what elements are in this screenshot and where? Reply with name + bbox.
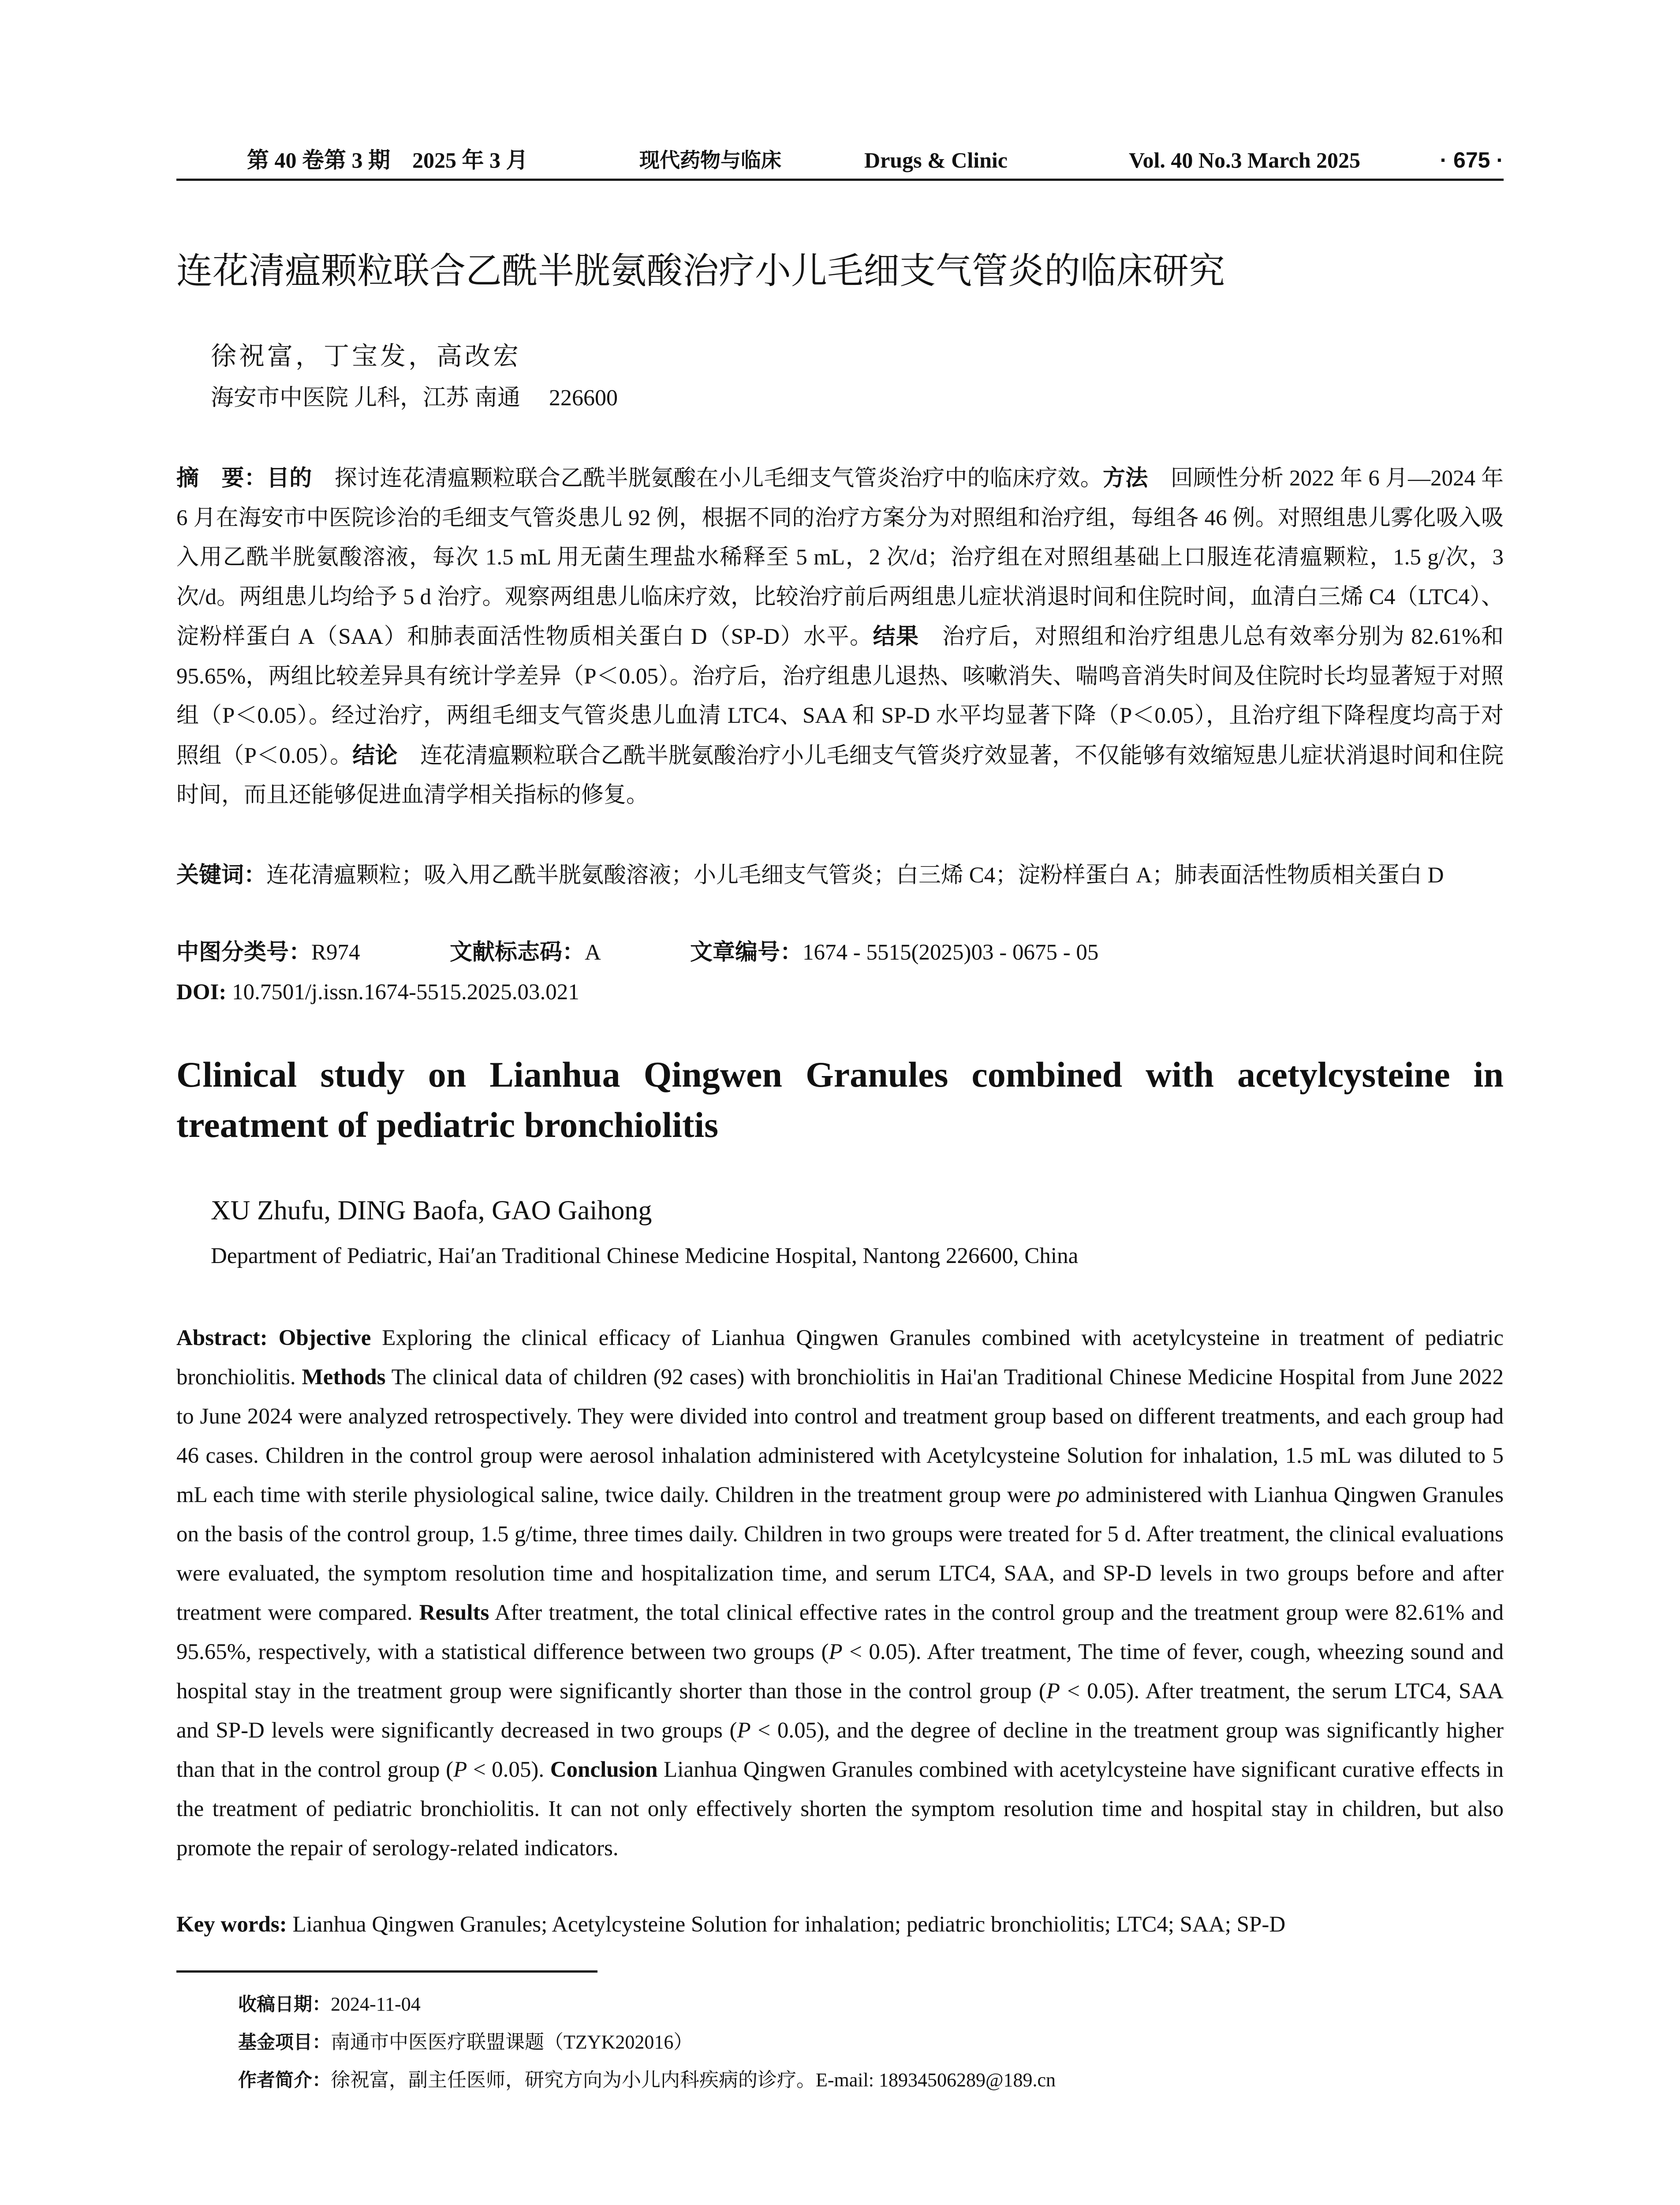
author-bio-text: 徐祝富，副主任医师，研究方向为小儿内科疾病的诊疗。E-mail: 18934506289@189.cn [331,2069,1056,2091]
results-label-cn: 结果 [873,624,919,650]
methods-po-italic: po [1057,1483,1079,1507]
methods-text-en-2: administered with Lianhua Qingwen Granules on the basis of the control group, 1.5 g/time, three times daily. Children in two groups were treated for 5 d. After treatment, the clinical evaluations were evaluated, the symptom resolution time and hospitalization time, and serum LTC4, SAA, and SP-D levels in two groups before and after treatment were compared. [176,1483,1504,1625]
header-rule [176,179,1504,181]
footnote-fund [238,2027,693,2058]
chinese-authors: 徐祝富，丁宝发，高改宏 [211,342,522,370]
chinese-affiliation: 海安市中医院 儿科，江苏 南通 226600 [211,385,618,411]
doc-code-item [450,935,601,970]
page-number: · 675 · [1440,148,1504,172]
doi-label: DOI: [176,980,232,1005]
abstract-label-cn: 摘 要： [176,465,267,491]
results-text-cn: 治疗后，对照组和治疗组患儿总有效率分别为 82.61%和 95.65%，两组比较差异具有统计学差异（P＜0.05）。治疗后，治疗组患儿退热、咳嗽消失、喘鸣音消失时间及住院时长均显著短于对照组（P＜0.05）。经过治疗，两组毛细支气管炎患儿血清 LTC4、SAA 和 SP-D 水平均显著下降（P＜0.05），且治疗组下降程度均高于对照组（P＜0.05）。 [176,624,1504,768]
footnote-author [238,2065,1056,2096]
objective-text-en: Exploring the clinical efficacy of Lianhua Qingwen Granules combined with acetylcysteine in treatment of pediatric bronchiolitis. [176,1326,1504,1390]
conclusion-text-en: Lianhua Qingwen Granules combined with acetylcysteine have significant curative effects in the treatment of pediatric bronchiolitis. It can not only effectively shorten the symptom resolution time and hospital stay in children, but also promote the repair of serology-related indicators. [176,1757,1504,1861]
footnote-rule [176,1970,597,1973]
results-label-en: Results [419,1600,489,1625]
results-text-en: After treatment, the total clinical effective rates in the control group and the treatment group were 82.61% and 95.65%, respectively, with a statistical difference between two groups (P < 0.05). After treatment, The time of fever, cough, wheezing sound and hospital stay in the treatment group were significantly shorter than those in the control group (P < 0.05). After treatment, the serum LTC4, SAA and SP-D levels were significantly decreased in two groups (P < 0.05), and the degree of decline in the treatment group was significantly higher than that in the control group (P < 0.05). [176,1600,1504,1782]
doi-line [176,975,579,1010]
header-volume-en: Vol. 40 No.3 March 2025 [1129,148,1360,172]
methods-label-en: Methods [302,1365,386,1390]
english-title: Clinical study on Lianhua Qingwen Granules combined with acetylcysteine in treatment of pediatric bronchiolitis [176,1054,1504,1145]
received-date: 2024-11-04 [331,1993,421,2015]
english-abstract [176,1319,1504,1868]
abstract-label-en: Abstract: [176,1326,279,1350]
keywords-text-cn: 连花清瘟颗粒；吸入用乙酰半胱氨酸溶液；小儿毛细支气管炎；白三烯 C4；淀粉样蛋白 A；肺表面活性物质相关蛋白 D [266,863,1444,888]
article-no-label: 文章编号： [690,939,803,965]
methods-text-cn: 回顾性分析 2022 年 6 月—2024 年 6 月在海安市中医院诊治的毛细支气管炎患儿 92 例，根据不同的治疗方案分为对照组和治疗组，每组各 46 例。对照组患儿雾化吸入吸入用乙酰半胱氨酸溶液，每次 1.5 mL 用无菌生理盐水稀释至 5 mL，2 次/d；治疗组在对照组基础上口服连花清瘟颗粒，1.5 g/次，3 次/d。两组患儿均给予 5 d 治疗。观察两组患儿临床疗效，比较治疗前后两组患儿症状消退时间和住院时间，血清白三烯 C4（LTC4）、淀粉样蛋白 A（SAA）和肺表面活性物质相关蛋白 D（SP-D）水平。 [176,466,1504,649]
conclusion-label-en: Conclusion [550,1757,658,1782]
english-authors: XU Zhufu, DING Baofa, GAO Gaihong [211,1196,652,1226]
keywords-label-en: Key words: [176,1912,293,1937]
objective-text-cn: 探讨连花清瘟颗粒联合乙酰半胱氨酸在小儿毛细支气管炎治疗中的临床疗效。 [312,466,1103,491]
chinese-keywords [176,856,1504,895]
footnote-received [238,1989,421,2020]
article-no-item [690,935,1098,970]
chinese-title: 连花清瘟颗粒联合乙酰半胱氨酸治疗小儿毛细支气管炎的临床研究 [176,250,1225,292]
running-header [176,140,1504,180]
header-journal-cn: 现代药物与临床 [639,148,781,172]
received-label: 收稿日期： [238,1993,331,2015]
objective-label-cn: 目的 [266,465,312,491]
keywords-label-cn: 关键词： [176,862,267,888]
keywords-text-en: Lianhua Qingwen Granules; Acetylcysteine Solution for inhalation; pediatric bronchiolitis; LTC4; SAA; SP-D [292,1912,1286,1937]
clc-item [176,935,360,970]
article-no-value: 1674 - 5515(2025)03 - 0675 - 05 [803,940,1099,965]
author-bio-label: 作者简介： [238,2069,331,2091]
methods-text-en-1: The clinical data of children (92 cases) with bronchiolitis in Hai'an Traditional Chinese Medicine Hospital from June 2022 to June 2024 were analyzed retrospectively. They were divided into control and treatment group based on different treatments, and each group had 46 cases. Children in the control group were aerosol inhalation administered with Acetylcysteine Solution for inhalation, 1.5 mL was diluted to 5 mL each time with sterile physiological saline, twice daily. Children in the treatment group were [176,1365,1504,1507]
doc-code-label: 文献标志码： [450,939,585,965]
objective-label-en: Objective [278,1326,371,1350]
methods-label-cn: 方法 [1103,465,1148,491]
fund-label: 基金项目： [238,2031,331,2053]
header-journal-en: Drugs & Clinic [864,148,1008,172]
english-affiliation: Department of Pediatric, Hai′an Traditional Chinese Medicine Hospital, Nantong 226600, China [211,1244,1079,1268]
conclusion-text-cn: 连花清瘟颗粒联合乙酰半胱氨酸治疗小儿毛细支气管炎疗效显著，不仅能够有效缩短患儿症状消退时间和住院时间，而且还能够促进血清学相关指标的修复。 [176,743,1504,807]
doc-code-value: A [585,940,601,965]
fund-text: 南通市中医医疗联盟课题（TZYK202016） [331,2031,693,2053]
conclusion-label-cn: 结论 [352,742,398,769]
english-keywords [176,1905,1504,1944]
header-volume-cn: 第 40 卷第 3 期 2025 年 3 月 [247,148,528,172]
doi-link[interactable]: 10.7501/j.issn.1674-5515.2025.03.021 [232,980,579,1005]
chinese-abstract [176,459,1504,815]
clc-label: 中图分类号： [176,939,312,965]
clc-value: R974 [311,940,360,965]
